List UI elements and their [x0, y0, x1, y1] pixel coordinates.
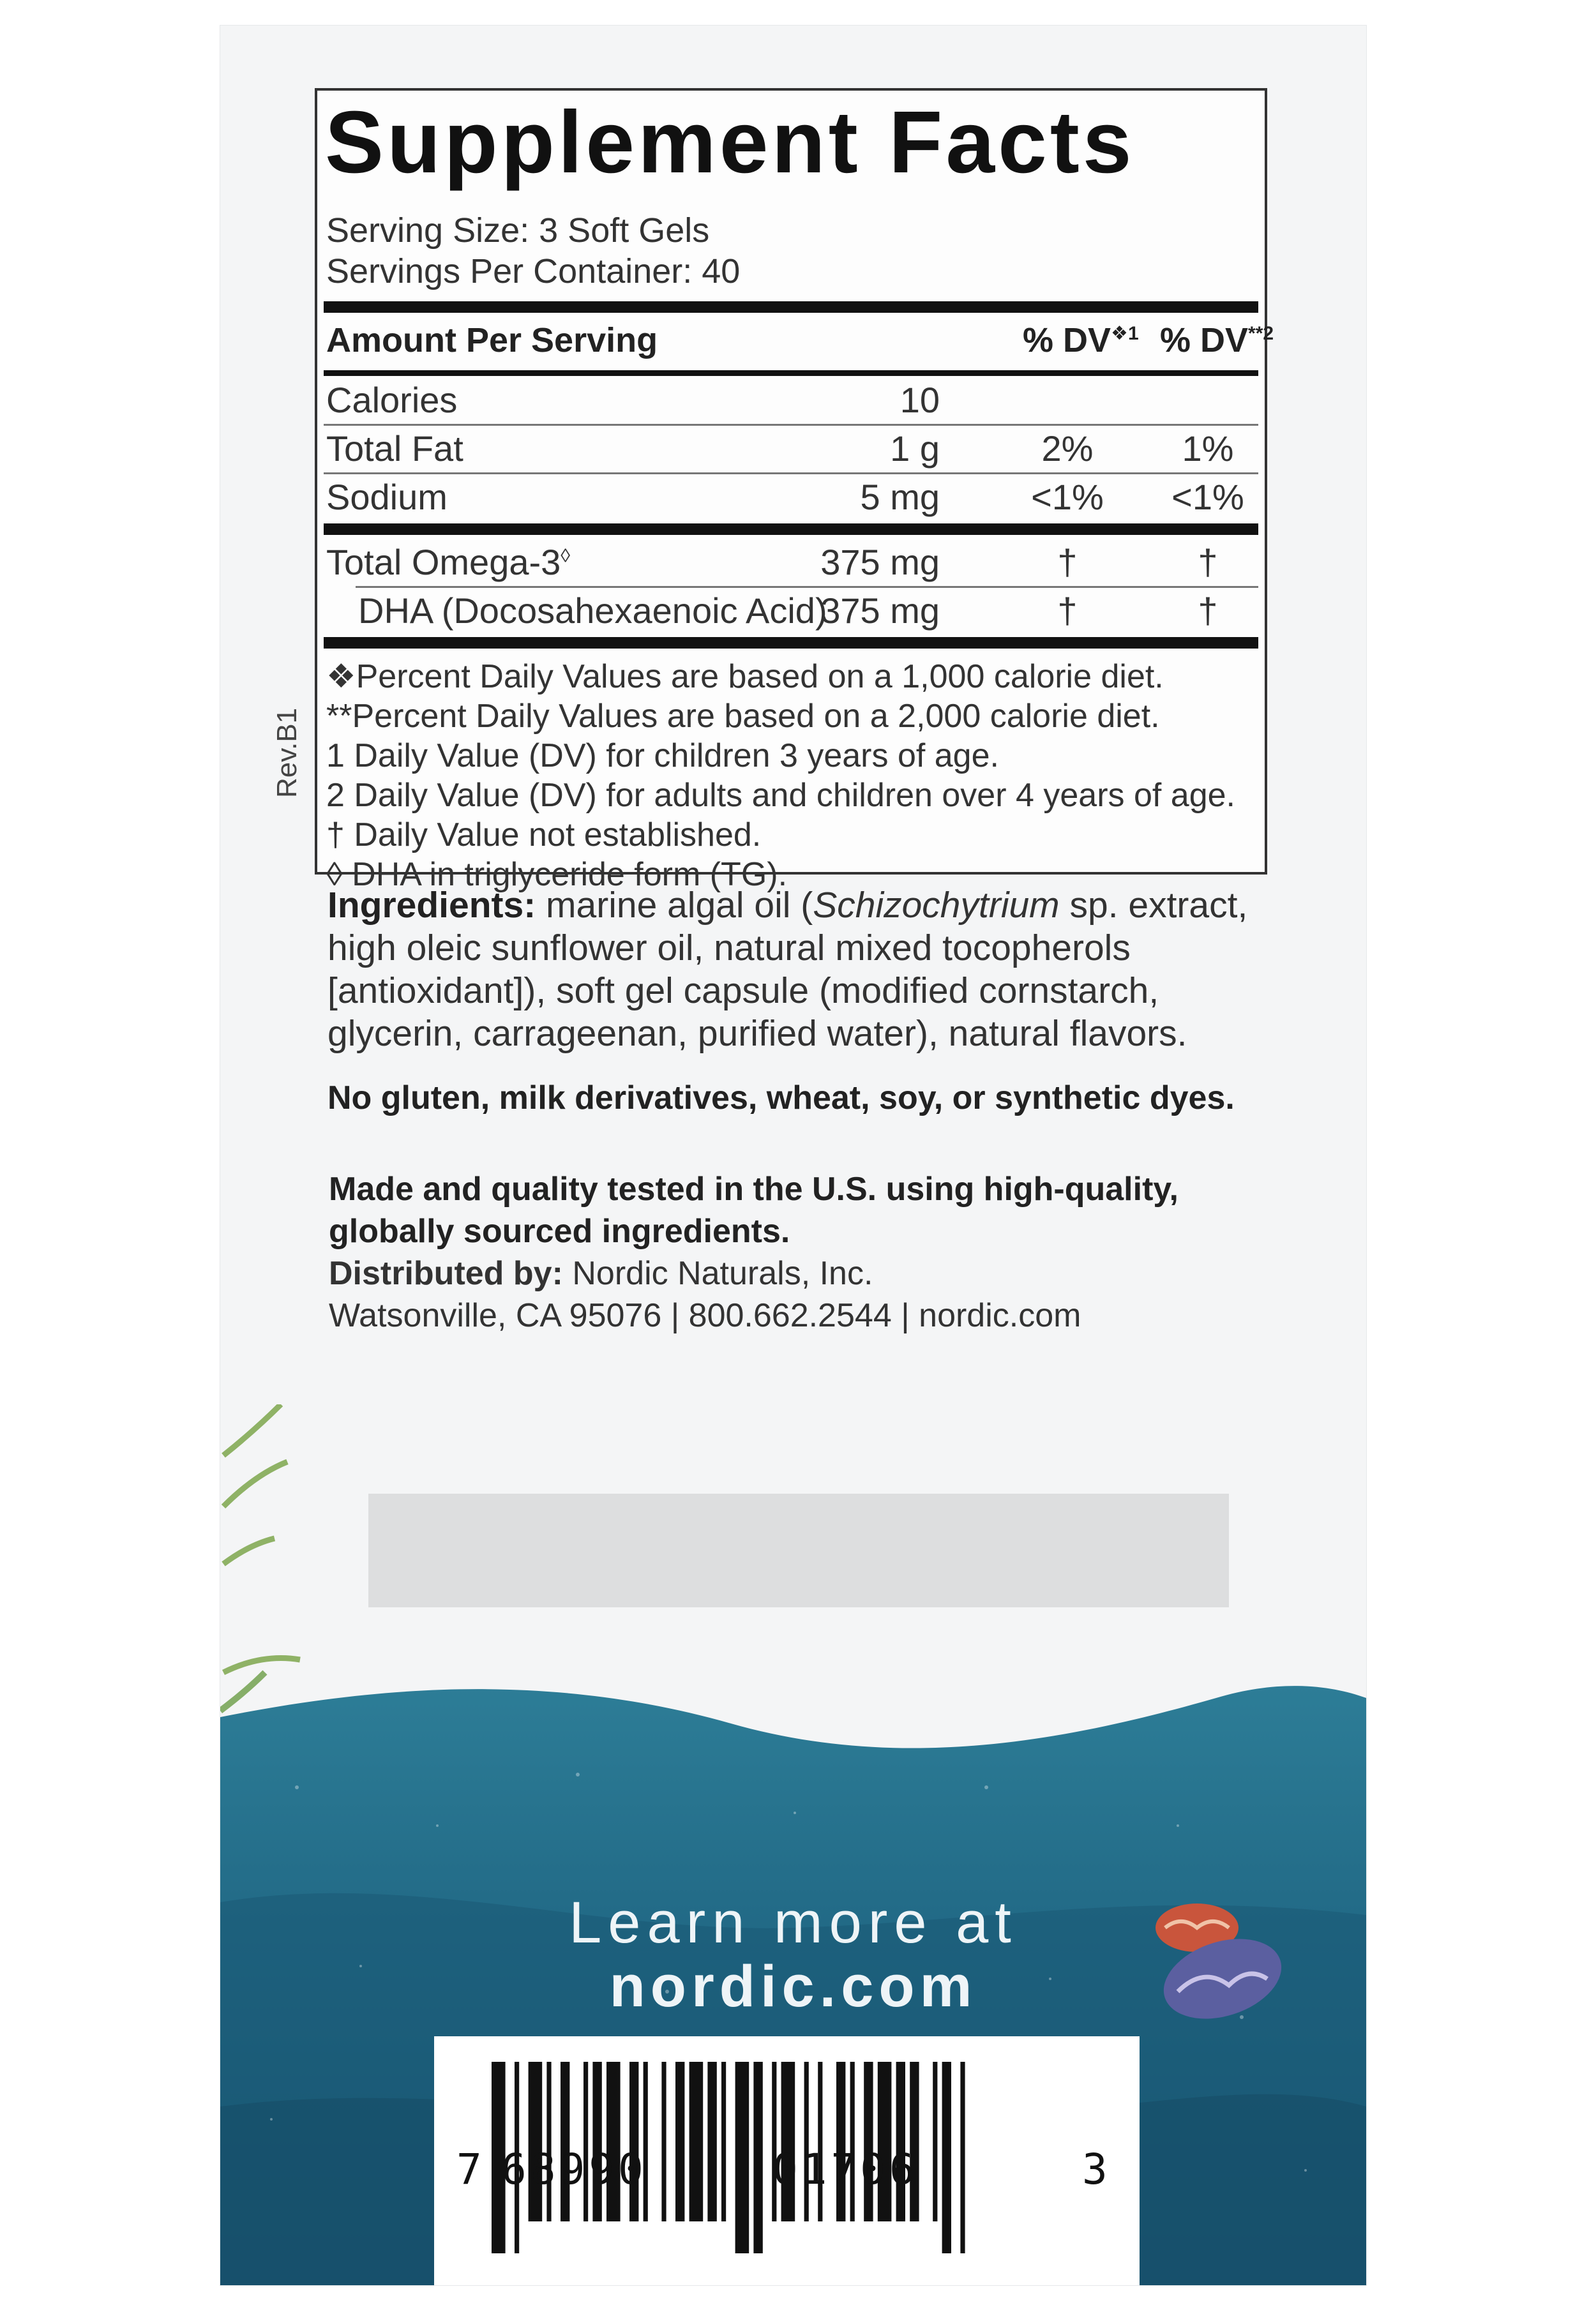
barcode-bar: [675, 2062, 684, 2221]
footnote: † Daily Value not established.: [326, 816, 762, 853]
barcode-bar: [933, 2062, 937, 2221]
serving-size: Serving Size: 3 Soft Gels: [326, 211, 710, 250]
barcode-bar: [583, 2062, 588, 2221]
barcode-bar: [804, 2062, 809, 2221]
table-row: Sodium 5 mg <1% <1%: [326, 477, 1244, 517]
servings-per-container: Servings Per Container: 40: [326, 252, 741, 290]
barcode-bar: [707, 2062, 716, 2221]
barcode-bar: [864, 2062, 873, 2221]
leaf-decoration: [217, 1404, 313, 1724]
barcode-bar: [592, 2062, 601, 2221]
barcode-digit: 3: [1082, 2145, 1111, 2194]
ingredients-text: Ingredients: marine algal oil (Schizochytrium sp. extract, high oleic sunflower oil, natural mixed tocopherols [antioxidant]), soft gel capsule (modified cornstarch, glycerin, carrageenan, purified water), natural flavors.: [327, 885, 1248, 1054]
barcode-bar: [629, 2062, 638, 2221]
supplement-facts-panel: [315, 88, 1274, 893]
barcode-bar: [781, 2062, 795, 2221]
barcode-bar: [850, 2062, 855, 2221]
footnote: ◊ DHA in triglyceride form (TG).: [326, 856, 788, 893]
table-row: DHA (Docosahexaenoic Acid) 375 mg † †: [358, 590, 1218, 631]
barcode-bar: [836, 2062, 845, 2221]
table-row: Total Omega-3◊ 375 mg † †: [326, 542, 1218, 582]
barcode-bar: [721, 2062, 726, 2221]
barcode-bar: [561, 2062, 569, 2221]
website-line: nordic.com: [609, 1954, 977, 2019]
row-divider: [324, 472, 1258, 474]
barcode-bar: [529, 2062, 543, 2221]
barcode-bar: [606, 2062, 621, 2221]
table-header: [326, 320, 1274, 365]
header-rule: [324, 370, 1258, 376]
barcode-bar: [644, 2062, 648, 2221]
header-dv1: % $DV^{❖1}$: [1023, 321, 1139, 359]
table-row: Total Fat 1 g 2% 1%: [326, 428, 1234, 469]
row-divider: [356, 586, 1258, 588]
free-from-statement: No gluten, milk derivatives, wheat, soy, or synthetic dyes.: [327, 1079, 1235, 1116]
barcode-bar: [546, 2062, 551, 2221]
address-line: Watsonville, CA 95076 | 800.662.2544 | nordic.com: [329, 1297, 1081, 1334]
barcode-bar: [878, 2062, 892, 2221]
barcode-bar: [896, 2062, 905, 2221]
thick-rule: [324, 523, 1258, 535]
barcode-digit: 7: [456, 2145, 486, 2194]
barcode-bar: [942, 2062, 951, 2253]
barcode-bar: [753, 2062, 762, 2253]
thick-rule: [324, 637, 1258, 649]
barcode-digit: 01706: [772, 2145, 919, 2194]
footnote: 2 Daily Value (DV) for adults and children over 4 years of age.: [326, 777, 1235, 814]
thick-rule: [324, 301, 1258, 313]
barcode-bar: [910, 2062, 919, 2221]
barcode-bar: [960, 2062, 965, 2253]
footnote: 1 Daily Value (DV) for children 3 years of age.: [326, 737, 999, 774]
row-divider: [324, 424, 1258, 426]
distributed-by: Distributed by: Nordic Naturals, Inc.: [329, 1255, 873, 1292]
footnote: ❖Percent Daily Values are based on a 1,000 calorie diet.: [326, 658, 1164, 695]
footnote: **Percent Daily Values are based on a 2,000 calorie diet.: [326, 698, 1160, 735]
learn-more-line: Learn more at: [569, 1890, 1018, 1955]
barcode-bar: [772, 2062, 776, 2221]
barcode-digit: 68990: [501, 2145, 647, 2194]
revision-label: Rev.B1: [271, 707, 303, 798]
header-amount: Amount Per Serving: [326, 321, 658, 359]
made-statement: Made and quality tested in the U.S. using high-quality, globally sourced ingredients. Distributed by: Nordic Naturals, Inc. Watsonville, CA 95076 | 800.662.2544 | nordic.com: [329, 1171, 1178, 1334]
product-label: [220, 26, 1366, 2285]
barcode-bar: [735, 2062, 749, 2253]
blank-label-area: [368, 1494, 1229, 1607]
barcode-bar: [689, 2062, 704, 2221]
ingredients-label: Ingredients:: [327, 885, 536, 926]
barcode-bar: [661, 2062, 666, 2221]
facts-title: Supplement Facts: [325, 93, 1135, 192]
barcode-bar: [818, 2062, 822, 2221]
table-row: Calories 10: [326, 380, 940, 420]
header-dv2: % DV$^{**2}$: [1160, 321, 1274, 359]
